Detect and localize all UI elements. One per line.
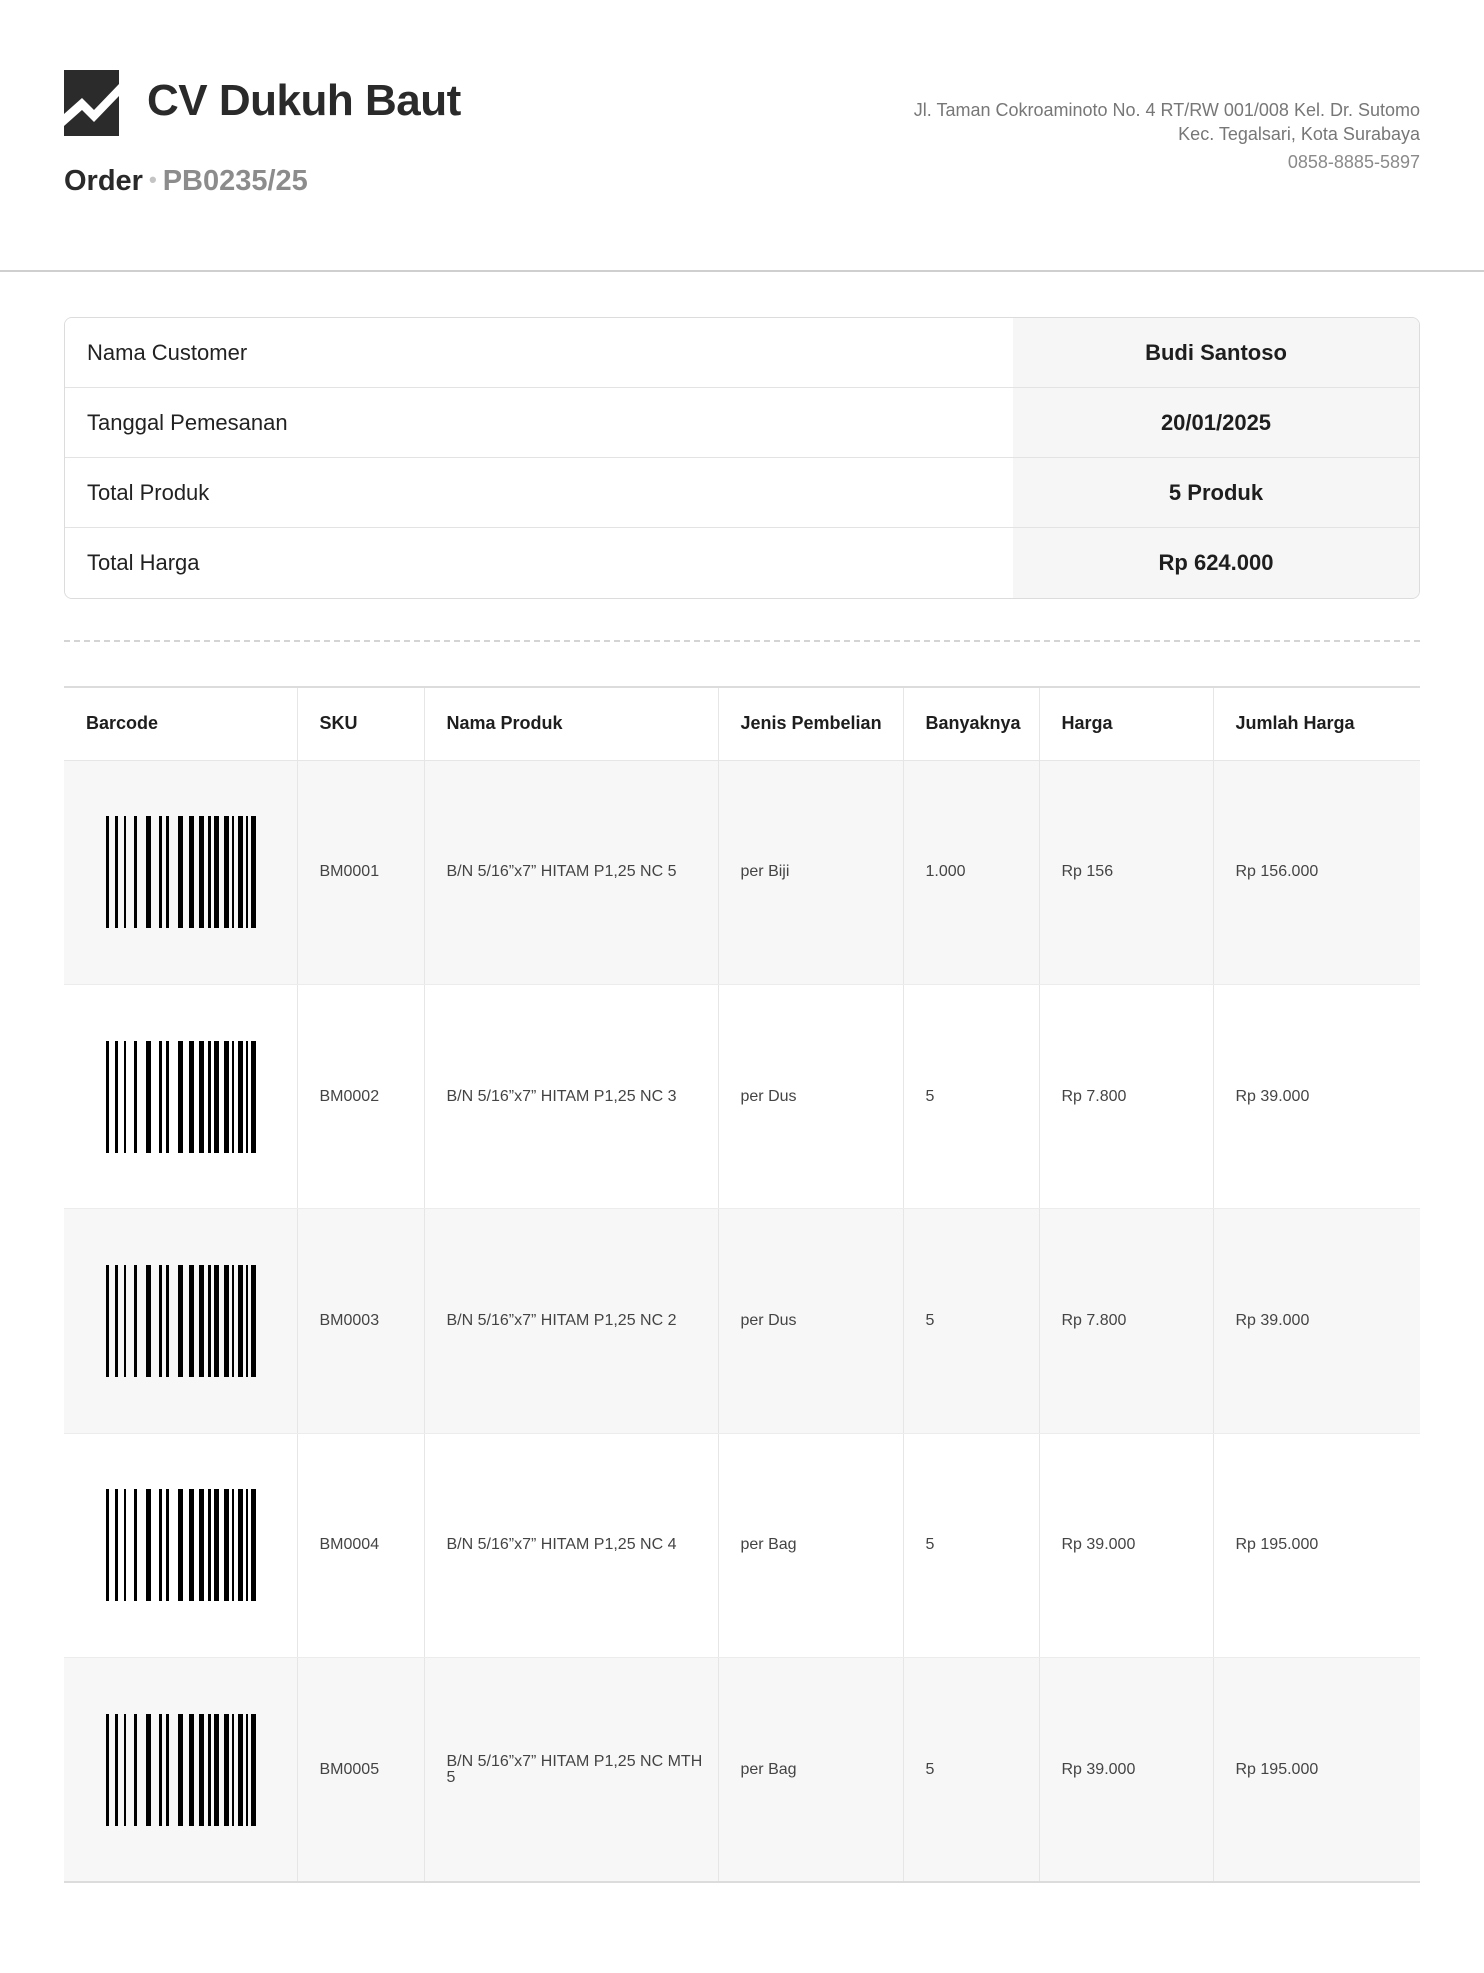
product-name-cell: B/N 5/16”x7” HITAM P1,25 NC 2: [424, 1209, 718, 1433]
table-header-row: [64, 687, 1420, 760]
purchase-type-cell: per Dus: [718, 984, 903, 1208]
column-header-purchase-type: Jenis Pembelian: [718, 687, 903, 760]
barcode-icon: [106, 1714, 256, 1826]
summary-value: 5 Produk: [1013, 458, 1419, 527]
order-separator: •: [148, 167, 157, 192]
column-header-barcode: Barcode: [64, 687, 297, 760]
sku-cell: BM0003: [297, 1209, 424, 1433]
quantity-cell: 1.000: [903, 760, 1039, 984]
column-header-product-name: Nama Produk: [424, 687, 718, 760]
sku-cell: BM0004: [297, 1433, 424, 1657]
company-address: Jl. Taman Cokroaminoto No. 4 RT/RW 001/008 Kel. Dr. Sutomo Kec. Tegalsari, Kota Surabaya: [913, 100, 1420, 144]
barcode-cell: [64, 1658, 297, 1882]
barcode-cell: [64, 984, 297, 1208]
table-row: [64, 1209, 1420, 1433]
total-cell: Rp 195.000: [1213, 1433, 1420, 1657]
total-cell: Rp 195.000: [1213, 1658, 1420, 1882]
section-divider: [64, 640, 1420, 642]
product-name-cell: B/N 5/16”x7” HITAM P1,25 NC 5: [424, 760, 718, 984]
purchase-type-cell: per Biji: [718, 760, 903, 984]
column-header-quantity: Banyaknya: [903, 687, 1039, 760]
column-header-sku: SKU: [297, 687, 424, 760]
barcode-cell: [64, 1433, 297, 1657]
document-header: [0, 0, 1484, 272]
product-name-cell: B/N 5/16”x7” HITAM P1,25 NC 3: [424, 984, 718, 1208]
summary-row-customer: [65, 318, 1419, 388]
summary-row-total-price: [65, 528, 1419, 598]
summary-value: Rp 624.000: [1013, 528, 1419, 598]
company-phone: 0858-8885-5897: [1287, 152, 1420, 172]
company-name: CV Dukuh Baut: [147, 76, 461, 125]
column-header-price: Harga: [1039, 687, 1213, 760]
table-row: [64, 760, 1420, 984]
order-summary: [64, 317, 1420, 599]
purchase-type-cell: per Bag: [718, 1658, 903, 1882]
price-cell: Rp 7.800: [1039, 1209, 1213, 1433]
barcode-cell: [64, 760, 297, 984]
total-cell: Rp 156.000: [1213, 760, 1420, 984]
table-row: [64, 1433, 1420, 1657]
sku-cell: BM0001: [297, 760, 424, 984]
quantity-cell: 5: [903, 1658, 1039, 1882]
order-number: PB0235/25: [162, 165, 308, 197]
product-name-cell: B/N 5/16”x7” HITAM P1,25 NC 4: [424, 1433, 718, 1657]
purchase-type-cell: per Dus: [718, 1209, 903, 1433]
barcode-cell: [64, 1209, 297, 1433]
company-logo-icon: [64, 70, 119, 136]
product-name-cell: B/N 5/16”x7” HITAM P1,25 NC MTH 5: [424, 1658, 718, 1882]
summary-label: Total Produk: [65, 458, 1013, 527]
summary-value: 20/01/2025: [1013, 388, 1419, 457]
price-cell: Rp 156: [1039, 760, 1213, 984]
quantity-cell: 5: [903, 984, 1039, 1208]
summary-label: Tanggal Pemesanan: [65, 388, 1013, 457]
total-cell: Rp 39.000: [1213, 1209, 1420, 1433]
purchase-type-cell: per Bag: [718, 1433, 903, 1657]
total-cell: Rp 39.000: [1213, 984, 1420, 1208]
barcode-icon: [106, 1489, 256, 1601]
price-cell: Rp 7.800: [1039, 984, 1213, 1208]
barcode-icon: [106, 816, 256, 928]
table-row: [64, 1658, 1420, 1882]
order-items-table: [64, 686, 1420, 1883]
summary-row-order-date: [65, 388, 1419, 458]
summary-value: Budi Santoso: [1013, 318, 1419, 387]
quantity-cell: 5: [903, 1433, 1039, 1657]
barcode-icon: [106, 1041, 256, 1153]
summary-row-total-products: [65, 458, 1419, 528]
summary-label: Total Harga: [65, 528, 1013, 598]
price-cell: Rp 39.000: [1039, 1658, 1213, 1882]
quantity-cell: 5: [903, 1209, 1039, 1433]
barcode-icon: [106, 1265, 256, 1377]
table-row: [64, 984, 1420, 1208]
order-title: [64, 165, 308, 198]
summary-label: Nama Customer: [65, 318, 1013, 387]
price-cell: Rp 39.000: [1039, 1433, 1213, 1657]
sku-cell: BM0005: [297, 1658, 424, 1882]
sku-cell: BM0002: [297, 984, 424, 1208]
order-label: Order: [64, 165, 143, 197]
column-header-total: Jumlah Harga: [1213, 687, 1420, 760]
